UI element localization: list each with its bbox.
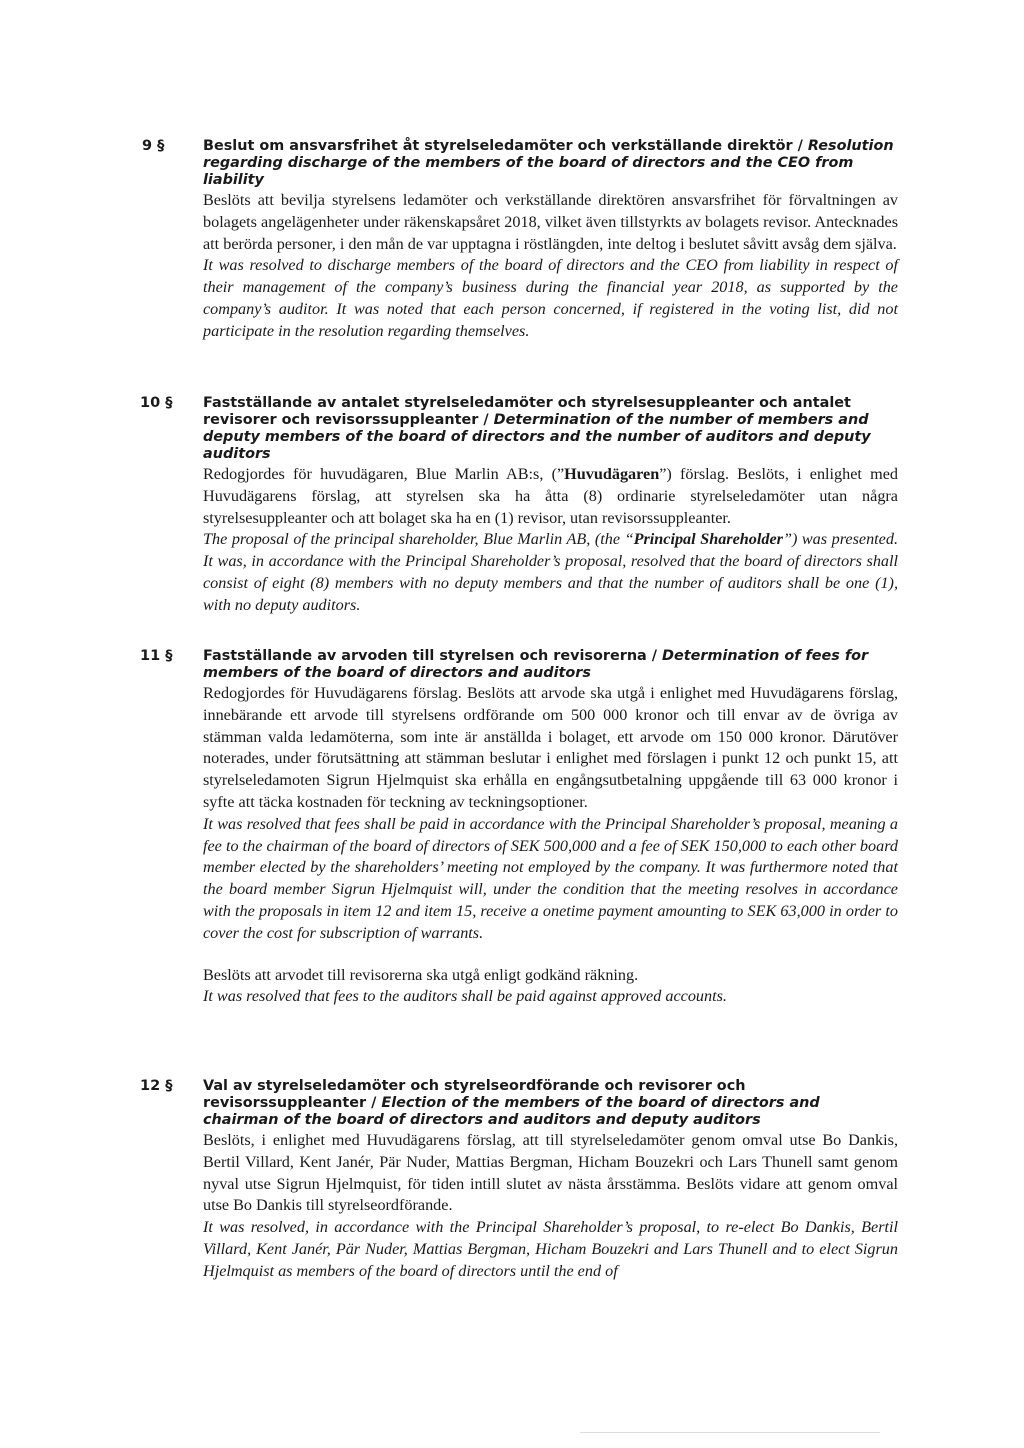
paragraph-gap xyxy=(203,945,898,965)
heading-swedish: Fastställande av antalet styrelseledamöter och styrelsesuppleanter och antalet revisorer och revisorssuppleanter / xyxy=(203,395,851,428)
section-heading xyxy=(203,138,898,189)
page-footer-rule xyxy=(580,1432,880,1433)
text-run: ”) förslag. Beslöts, i enlighet med Huvudägarens förslag, att styrelsen ska ha åtta (8) ordinarie styrelseledamöter utan några styrelsesuppleanter och att bolaget ska ha en (1) revisor, utan revisorssuppleanter. xyxy=(203,465,898,527)
defined-term: Principal Shareholder xyxy=(633,530,783,549)
paragraph-english: It was resolved that fees shall be paid in accordance with the Principal Shareholder’s proposal, meaning a fee to the chairman of the board of directors of SEK 500,000 and a fee of SEK 150,000 to each other board member elected by the shareholders’ meeting not employed by the company. It was furthermore noted that the board member Sigrun Hjelmquist will, under the condition that the meeting resolves in accordance with the proposals in item 12 and item 15, receive a onetime payment amounting to SEK 63,000 in order to cover the cost for subscription of warrants. xyxy=(203,814,898,942)
section-heading xyxy=(203,395,898,463)
section-content xyxy=(203,1078,898,1283)
paragraph-english: It was resolved to discharge members of the board of directors and the CEO from liability in respect of their management of the company’s business during the financial year 2018, as supported by the company’s auditor. It was noted that each person concerned, if registered in the voting list, did not participate in the resolution regarding themselves. xyxy=(203,256,898,340)
paragraph-english: It was resolved, in accordance with the Principal Shareholder’s proposal, to re-elect Bo Dankis, Bertil Villard, Kent Janér, Pär Nuder, Mattias Bergman, Hicham Bouzekri and Lars Thunell and to elect Sigrun Hjelmquist as members of the board of directors until the end of xyxy=(203,1218,898,1280)
section-number: 12 § xyxy=(140,1078,173,1094)
text-run: The proposal of the principal shareholder, Blue Marlin AB, (the “ xyxy=(203,530,634,549)
paragraph-swedish: Beslöts att bevilja styrelsens ledamöter och verkställande direktören ansvarsfrihet för förvaltningen av bolagets angelägenheter under räkenskapsåret 2018, vilket även tillstyrkts av bolagets revisor. Antecknades att berörda personer, i den mån de var upptagna i röstlängden, inte deltog i beslutet såvitt avsåg dem själva. xyxy=(203,191,898,253)
heading-english: Determination of the number of members and deputy members of the board of directors and the number of auditors and deputy auditors xyxy=(203,412,871,462)
heading-english: Election of the members of the board of directors and chairman of the board of directors and auditors and deputy auditors xyxy=(203,1095,820,1128)
section-number: 9 § xyxy=(142,138,165,154)
paragraph-swedish: Redogjordes för Huvudägarens förslag. Beslöts att arvode ska utgå i enlighet med Huvudägarens förslag, innebärande ett arvode till styrelsens ordförande om 500 000 kronor och till envar av de övriga av stämman valda ledamöterna, som inte är anställda i bolaget, ett arvode om 150 000 kronor. Därutöver noterades, under förutsättning att stämman beslutar i enlighet med förslagen i punkt 12 och punkt 15, att styrelseledamoten Sigrun Hjelmquist ska erhålla en engångsutbetalning uppgående till 63 000 kronor i syfte att täcka kostnaden för teckning av teckningsoptioner. xyxy=(203,684,898,811)
paragraph-english-auditors: It was resolved that fees to the auditors shall be paid against approved accounts. xyxy=(203,987,727,1006)
defined-term: Huvudägaren xyxy=(564,465,660,483)
paragraph-english xyxy=(203,529,898,616)
heading-swedish: Val av styrelseledamöter och styrelseordförande och revisorer och revisorssuppleanter / xyxy=(203,1078,746,1111)
heading-english: Resolution regarding discharge of the members of the board of directors and the CEO from liability xyxy=(203,138,894,188)
section-heading xyxy=(203,1078,898,1129)
section-content xyxy=(203,648,898,1008)
text-run: ”) was presented. It was, in accordance with the Principal Shareholder’s proposal, resolved that the board of directors shall consist of eight (8) members with no deputy members and that the number of auditors shall be one (1), with no deputy auditors. xyxy=(203,530,898,614)
text-run: Redogjordes för huvudägaren, Blue Marlin AB:s, (” xyxy=(203,465,565,483)
section-number: 11 § xyxy=(140,648,173,664)
heading-english: Determination of fees for members of the board of directors and auditors xyxy=(203,648,869,681)
heading-swedish: Fastställande av arvoden till styrelsen och revisorerna / xyxy=(203,648,663,664)
paragraph-swedish: Beslöts, i enlighet med Huvudägarens förslag, att till styrelseledamöter genom omval utse Bo Dankis, Bertil Villard, Kent Janér, Pär Nuder, Mattias Bergman, Hicham Bouzekri och Lars Thunell samt genom nyval utse Sigrun Hjelmquist, för tiden intill slutet av nästa årsstämma. Beslöts vidare att genom omval utse Bo Dankis till styrelseordförande. xyxy=(203,1131,898,1215)
paragraph-swedish-auditors: Beslöts att arvodet till revisorerna ska utgå enligt godkänd räkning. xyxy=(203,965,639,984)
section-content xyxy=(203,138,898,343)
section-number: 10 § xyxy=(140,395,173,411)
heading-swedish: Beslut om ansvarsfrihet åt styrelseledamöter och verkställande direktör / xyxy=(203,138,808,154)
section-content xyxy=(203,395,898,617)
paragraph-swedish xyxy=(203,464,898,529)
section-heading xyxy=(203,648,898,682)
